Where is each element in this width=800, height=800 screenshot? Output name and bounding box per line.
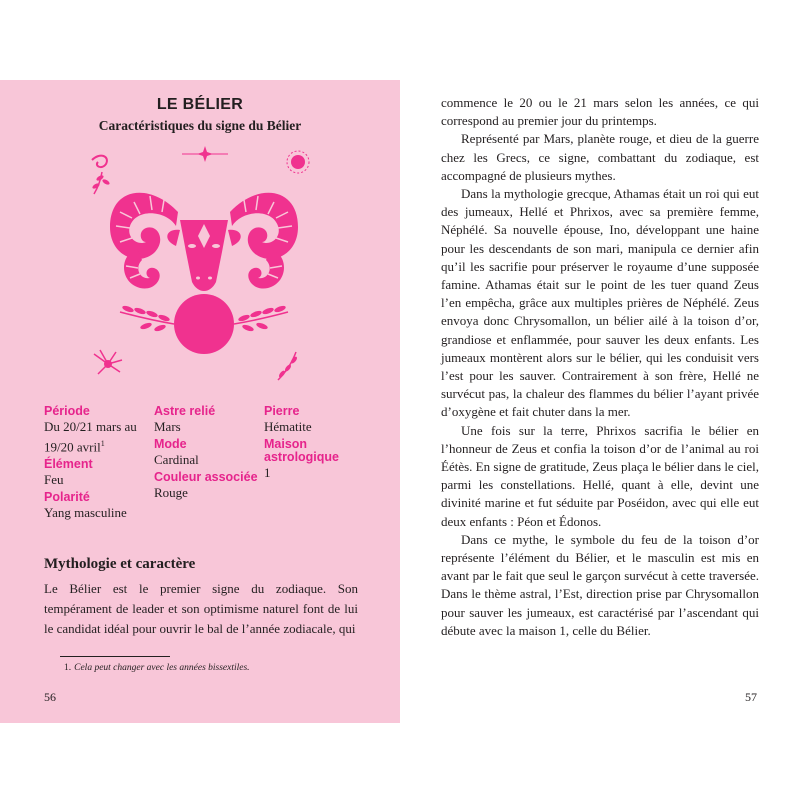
body-text-right [441,94,759,640]
properties-column-2 [154,405,259,504]
astre-value: Mars [154,419,181,434]
section-heading: Mythologie et caractère [44,556,196,572]
footnote-ref: 1 [100,439,105,448]
polarite-label: Polarité [44,490,90,505]
paragraph: Représenté par Mars, planète rouge, et dieu de la guerre chez les Grecs, ce signe, combattant du zodiaque, est accompagné de plusieurs mythes. [441,131,759,183]
element-value: Feu [44,472,64,488]
page-number-left: 56 [44,690,56,704]
couleur-value: Rouge [154,485,188,500]
page-number-right: 57 [745,690,757,704]
periode-value: Du 20/21 mars au 19/20 avril$^1$ [44,419,137,455]
mode-label: Mode [154,437,187,451]
page-subtitle: Caractéristiques du signe du Bélier [98,118,302,133]
paragraph: Dans ce mythe, le symbole du feu de la toison d’or représente l’élément du Bélier, et le masculin est mis en avant par le fait que seul le garçon survécut à cette traversée. Dans le thème astral, l’Est, direction prise par Chrysomallon pour sauver les jumeaux, est caractérisé par l’ascendant qui débute avec la maison 1, celle du Bélier. [441,531,759,638]
ram-illustration [80,142,325,387]
paragraph: Le Bélier est le premier signe du zodiaque. Son tempérament de leader et son optimisme naturel font de lui le candidat idéal pour ouvrir le bal de l’année zodiacale, qui [44,581,358,636]
pierre-value: Hématite [264,419,312,434]
properties-grid [44,405,364,555]
laurel-branch-icon [92,156,111,194]
maison-value: 1 [264,465,271,480]
pierre-label: Pierre [264,404,300,418]
sun-circle-icon [174,294,234,354]
properties-column-3 [264,405,369,484]
body-text-left [44,579,358,639]
footnote: 1. Cela peut changer avec les années bissextiles. [64,663,250,673]
polarite-value: Yang masculine [44,505,127,521]
couleur-label: Couleur associée [154,470,258,484]
paragraph: Une fois sur la terre, Phrixos sacrifia le bélier en l’honneur de Zeus et confia la toison d’or de l’animal au roi Éétès. En signe de gratitude, Zeus plaça le bélier dans le ciel, parmi les constellations. Hellé, quant à elle, devint une divinité marine et fut séduite par Poséidon, avec qui elle eut deux enfants : Péon et Édonos. [441,422,759,529]
properties-column-1 [44,405,149,524]
paragraph: commence le 20 ou le 21 mars selon les années, ce qui correspond au premier jour du printemps. [441,95,759,129]
element-label: Élément [44,457,93,472]
mars-planet-icon [287,151,309,173]
astre-label: Astre relié [154,404,216,418]
right-page [400,80,800,723]
maison-label: Maison astrologique [264,437,340,464]
footnote-divider [60,656,170,657]
left-page [0,80,400,723]
paragraph: Dans la mythologie grecque, Athamas était un roi qui eut des jumeaux, Hellé et Phrixos, avec sa première femme, Néphélé. Sa nouvelle épouse, Ino, développant une haine pour les descendants de son mari, manipula ce dernier afin qu’il les sacrifie pour préserver le royaume d’une supposée famine. Athamas était sur le point de les tuer quand Zeus l’en empêcha, grâce aux multiples prières de Néphélé. Zeus envoya donc Chrysomallon, un bélier ailé à la toison d’or, grandiose et enflammée, pour sauver les deux enfants. Les jumeaux montèrent alors sur le bélier, qui les conduisit vers l’est pour les sauver. Contrairement à son frère, Hellé ne survécut pas, la chaleur des flammes du bélier l’ayant privée d’oxygène et fait chuter dans la mer. [441,186,759,420]
mode-value: Cardinal [154,452,199,467]
periode-label: Période [44,404,90,418]
page-title: LE BÉLIER [156,96,244,113]
sparkle-icon [182,146,228,162]
